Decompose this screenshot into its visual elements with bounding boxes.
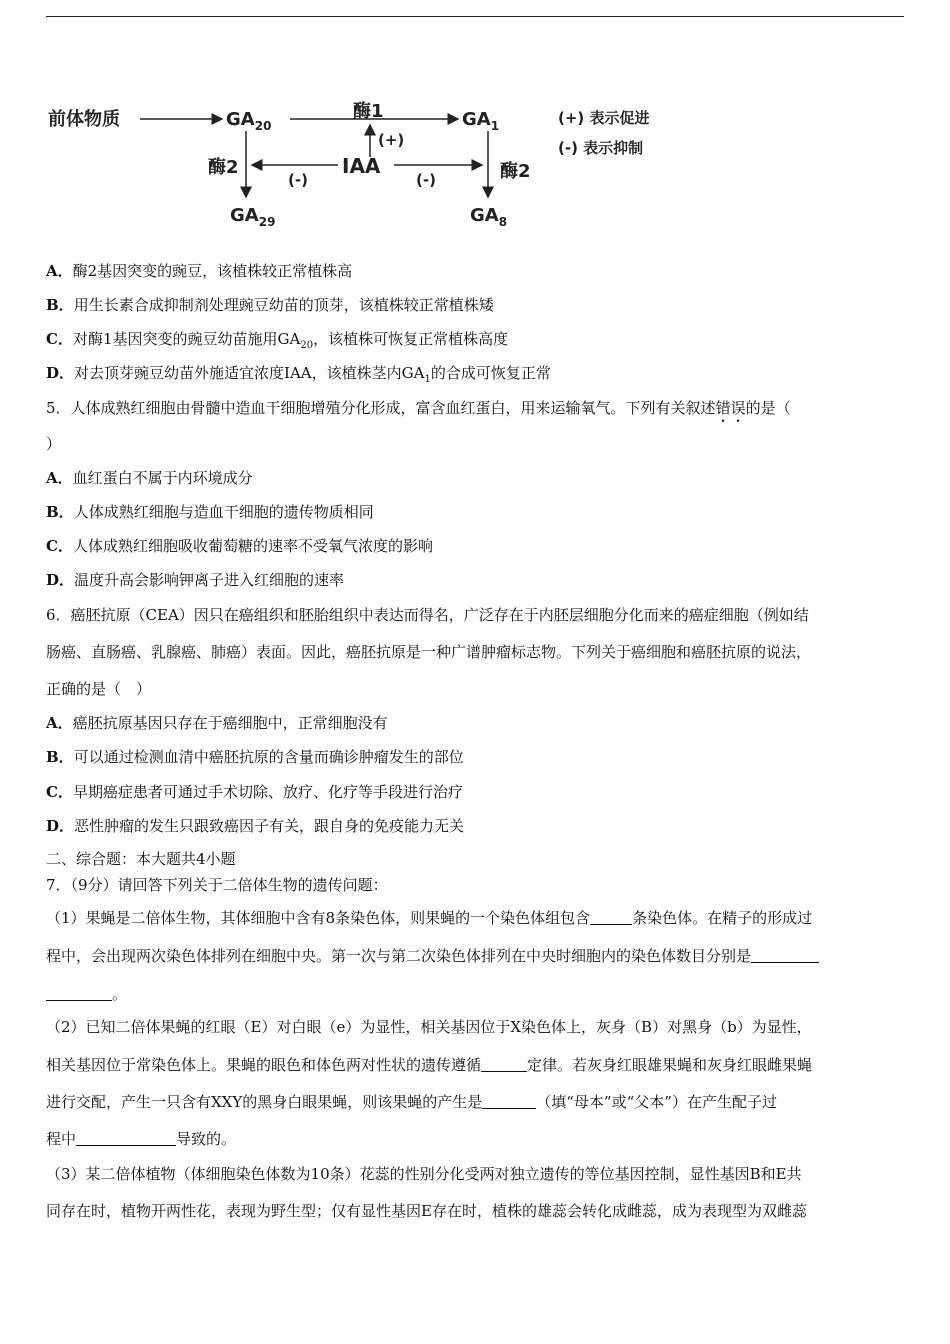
ga1-label: $GA_1$ <box>462 109 500 133</box>
option-text: 用生长素合成抑制剂处理豌豆幼苗的顶芽，该植株较正常植株矮 <box>73 296 494 314</box>
q5-option-c[interactable] <box>46 536 433 556</box>
option-label: B． <box>46 503 74 521</box>
q6-stem-line1: 6．癌胚抗原（CEA）因只在癌组织和胚胎组织中表达而得名，广泛存在于内胚层细胞分化而来的癌症细胞（例如结 <box>46 606 809 624</box>
option-text: 血红蛋白不属于内环境成分 <box>72 469 253 487</box>
text: 相关基因位于常染色体上。果蝇的眼色和体色两对性状的遗传遵循 <box>46 1056 482 1074</box>
option-label: B． <box>46 296 74 314</box>
q6-option-c[interactable] <box>46 782 463 802</box>
option-text: 人体成熟红细胞吸收葡萄糖的速率不受氧气浓度的影响 <box>72 537 433 555</box>
q5-option-b[interactable] <box>46 502 374 522</box>
answer-blank[interactable] <box>76 1131 176 1146</box>
text: （1）果蝇是二倍体生物，其体细胞中含有8条染色体，则果蝇的一个染色体组包含 <box>46 909 591 927</box>
text: 导致的。 <box>176 1130 237 1148</box>
plus-label: (+) <box>378 131 405 149</box>
option-label: D． <box>46 364 75 382</box>
stem-text: 的是（ <box>745 399 791 417</box>
q7-p1-line3 <box>46 984 127 1004</box>
q6-option-d[interactable] <box>46 816 464 836</box>
precursor-label: 前体物质 <box>48 109 120 130</box>
q5-stem <box>46 398 791 426</box>
q7-intro: 7．（9分）请回答下列关于二倍体生物的遗传问题： <box>46 876 388 894</box>
option-text: 对去顶芽豌豆幼苗外施适宜浓度IAA，该植株茎内GA <box>74 364 425 382</box>
legend-plus: (+) 表示促进 <box>558 109 650 127</box>
q4-option-c[interactable] <box>46 329 508 356</box>
text: 定律。若灰身红眼雄果蝇和灰身红眼雌果蝇 <box>527 1056 813 1074</box>
section2-heading: 二、综合题：本大题共4小题 <box>46 850 236 868</box>
q7-p3-line2: 同存在时，植物开两性花，表现为野生型；仅有显性基因E存在时，植株的雄蕊会转化成雌蕊，成为表现型为双雌蕊 <box>46 1202 807 1220</box>
iaa-label: IAA <box>342 154 381 178</box>
option-text: 癌胚抗原基因只存在于癌细胞中，正常细胞没有 <box>72 714 388 732</box>
q6-stem-line3: 正确的是（ ） <box>46 680 152 698</box>
q7-p2-line2 <box>46 1055 812 1075</box>
option-text: 的合成可恢复正常 <box>430 364 551 382</box>
q7-p2-line1: （2）已知二倍体果蝇的红眼（E）对白眼（e）为显性，相关基因位于X染色体上，灰身（B）对黑身（b）为显性， <box>46 1018 812 1036</box>
text: 。 <box>112 985 128 1003</box>
q4-option-a[interactable] <box>46 261 352 281</box>
q5-option-d[interactable] <box>46 570 344 590</box>
q4-option-d[interactable] <box>46 363 551 390</box>
emphasis-text: 错误 <box>715 399 746 417</box>
q6-option-b[interactable] <box>46 747 464 767</box>
text: 进行交配，产生一只含有XXY的黑身白眼果蝇，则该果蝇的产生是 <box>46 1093 483 1111</box>
q7-p1-line2 <box>46 946 819 966</box>
option-text: 对酶1基因突变的豌豆幼苗施用GA <box>72 330 301 348</box>
option-label: D． <box>46 571 75 589</box>
ga8-label: $GA_8$ <box>470 205 508 229</box>
option-text: 人体成熟红细胞与造血干细胞的遗传物质相同 <box>73 503 374 521</box>
q5-stem-close <box>46 434 61 454</box>
option-label: B． <box>46 748 74 766</box>
enzyme2-right-label: 酶2 <box>500 161 531 182</box>
legend-minus: (-) 表示抑制 <box>558 139 644 157</box>
option-label: C． <box>46 537 73 555</box>
text: （填“母本”或“父本”）在产生配子过 <box>536 1093 777 1111</box>
minus-right-label: (-) <box>416 171 436 189</box>
subscript: 20 <box>300 340 314 351</box>
subscript: 1 <box>424 374 431 385</box>
ga20-label: $GA_{20}$ <box>226 109 272 133</box>
ga29-label: $GA_{29}$ <box>230 205 276 229</box>
option-text: ，该植株可恢复正常植株高度 <box>313 330 509 348</box>
option-label: C． <box>46 783 73 801</box>
option-text: 温度升高会影响钾离子进入红细胞的速率 <box>74 571 345 589</box>
enzyme2-left-label: 酶2 <box>208 157 239 178</box>
pathway-svg <box>40 95 700 235</box>
text: 程中 <box>46 1130 77 1148</box>
answer-blank[interactable] <box>751 948 819 963</box>
q4-option-b[interactable] <box>46 295 494 315</box>
q7-p2-line4 <box>46 1129 236 1149</box>
answer-blank[interactable] <box>46 986 112 1001</box>
text: 程中，会出现两次染色体排列在细胞中央。第一次与第二次染色体排列在中央时细胞内的染色体数目分别是 <box>46 947 752 965</box>
option-label: D． <box>46 817 75 835</box>
option-text: 酶2基因突变的豌豆，该植株较正常植株高 <box>72 262 353 280</box>
q6-stem-line2: 肠癌、直肠癌、乳腺癌、肺癌）表面。因此，癌胚抗原是一种广谱肿瘤标志物。下列关于癌细胞和癌胚抗原的说法， <box>46 643 812 661</box>
option-text: 早期癌症患者可通过手术切除、放疗、化疗等手段进行治疗 <box>72 783 463 801</box>
q7-p1-line1 <box>46 908 812 928</box>
answer-blank[interactable] <box>482 1094 536 1109</box>
option-label: A． <box>46 714 73 732</box>
stem-text: ） <box>46 435 62 453</box>
ga-pathway-diagram <box>40 95 700 235</box>
enzyme1-label: 酶1 <box>353 101 384 122</box>
minus-left-label: (-) <box>288 171 308 189</box>
option-label: A． <box>46 262 73 280</box>
q6-option-a[interactable] <box>46 713 388 733</box>
answer-blank[interactable] <box>481 1057 527 1072</box>
answer-blank[interactable] <box>590 910 632 925</box>
option-label: C． <box>46 330 73 348</box>
option-text: 可以通过检测血清中癌胚抗原的含量而确诊肿瘤发生的部位 <box>73 748 464 766</box>
q7-p2-line3 <box>46 1092 777 1112</box>
stem-text: 5．人体成熟红细胞由骨髓中造血干细胞增殖分化形成，富含血红蛋白，用来运输氧气。下列有关叙述 <box>46 399 716 417</box>
header-rule <box>46 16 904 17</box>
option-text: 恶性肿瘤的发生只跟致癌因子有关，跟自身的免疫能力无关 <box>74 817 465 835</box>
option-label: A． <box>46 469 73 487</box>
q5-option-a[interactable] <box>46 468 253 488</box>
text: 条染色体。在精子的形成过 <box>632 909 813 927</box>
q7-p3-line1: （3）某二倍体植物（体细胞染色体数为10条）花蕊的性别分化受两对独立遗传的等位基因控制，显性基因B和E共 <box>46 1165 802 1183</box>
